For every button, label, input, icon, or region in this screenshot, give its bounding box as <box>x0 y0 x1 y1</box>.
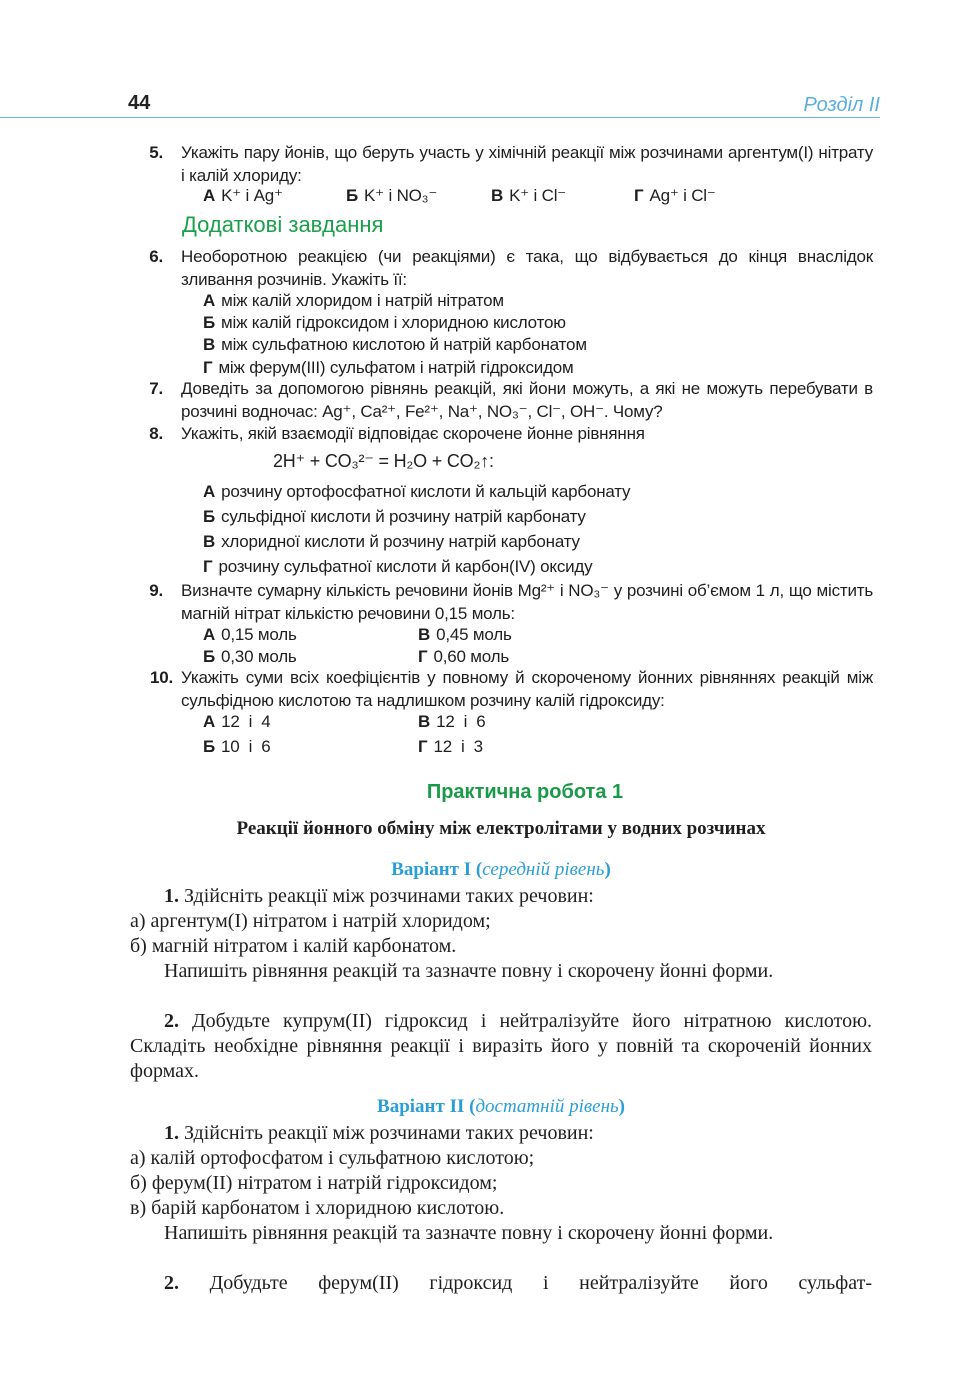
option-b: Б 10 і 6 <box>203 737 271 756</box>
question-number: 9. <box>149 581 163 600</box>
option-b: Б сульфідної кислоти й розчину натрій карбонату <box>203 507 586 526</box>
variant-1-note: Напишіть рівняння реакцій та зазначте повну і скорочену йонні форми. <box>164 960 774 982</box>
question-number: 7. <box>149 379 163 398</box>
option-a: А між калій хлоридом і натрій нітратом <box>203 291 504 310</box>
option-c: В 12 і 6 <box>418 712 486 731</box>
question-text: Необоротною реакцією (чи реакціями) є така, що відбувається до кінця внаслідок зливання розчинів. Укажіть її: <box>181 247 873 289</box>
option-b: Б між калій гідроксидом і хлоридною кислотою <box>203 313 566 332</box>
question-text: Визначте сумарну кількість речовини йонів Mg²⁺ і NO₃⁻ у розчині об’ємом 1 л, що містить магній нітрат кількістю речовини 0,15 моль: <box>181 581 873 623</box>
practical-work-title: Практична робота 1 <box>426 781 624 803</box>
variant-1-heading: Варіант І (середній рівень) <box>391 859 611 880</box>
variant-2-item-b: б) ферум(ІІ) нітратом і натрій гідроксидом; <box>130 1172 498 1194</box>
option-a: А K⁺ і Ag⁺ <box>203 186 283 205</box>
option-a: А 0,15 моль <box>203 625 297 644</box>
option-c: В між сульфатною кислотою й натрій карбонатом <box>203 335 587 354</box>
question-number: 10. <box>149 668 173 687</box>
variant-2-item-a: а) калій ортофосфатом і сульфатною кислотою; <box>130 1147 535 1169</box>
question-text: Укажіть, якій взаємодії відповідає скорочене йонне рівняння <box>181 424 645 443</box>
variant-1-task-1: 1. Здійсніть реакції між розчинами таких речовин: <box>164 885 594 907</box>
additional-tasks-heading: Додаткові завдання <box>182 212 384 237</box>
question-text: Доведіть за допомогою рівнянь реакцій, які йони можуть, а які не можуть перебувати в розчині водночас: Ag⁺, Ca²⁺, Fe²⁺, Na⁺, NO₃⁻, Cl⁻, OH⁻. Чому? <box>181 379 873 421</box>
variant-1-item-b: б) магній нітратом і калій карбонатом. <box>130 935 457 957</box>
header-divider <box>0 117 880 118</box>
option-d: Г 0,60 моль <box>418 647 509 666</box>
variant-2-task-2: 2. Добудьте ферум(ІІ) гідроксид і нейтралізуйте його сульфат- <box>164 1272 872 1294</box>
variant-2-item-c: в) барій карбонатом і хлоридною кислотою. <box>130 1197 505 1219</box>
option-c: В хлоридної кислоти й розчину натрій карбонату <box>203 532 580 551</box>
question-number: 8. <box>149 424 163 443</box>
question-number: 5. <box>149 143 163 162</box>
question-text: Укажіть суми всіх коефіцієнтів у повному й скороченому йонних рівняннях реакцій між сульфідною кислотою та надлишком розчину калій гідроксиду: <box>181 668 873 710</box>
variant-2-note: Напишіть рівняння реакцій та зазначте повну і скорочену йонні форми. <box>164 1222 774 1244</box>
question-text: Укажіть пару йонів, що беруть участь у хімічній реакції між розчинами аргентум(І) нітрату і калій хлориду: <box>181 143 873 185</box>
variant-1-item-a: а) аргентум(І) нітратом і натрій хлоридом; <box>130 910 491 932</box>
variant-2-heading: Варіант ІІ (достатній рівень) <box>377 1096 625 1117</box>
section-label: Розділ II <box>803 94 880 116</box>
option-a: А 12 і 4 <box>203 712 271 731</box>
option-b: Б 0,30 моль <box>203 647 297 666</box>
option-d: Г 12 і 3 <box>418 737 483 756</box>
option-d: Г розчину сульфатної кислоти й карбон(IV) оксиду <box>203 557 593 576</box>
option-d: Г Ag⁺ і Cl⁻ <box>634 186 716 205</box>
ionic-equation: 2H⁺ + CO₃²⁻ = H₂O + CO₂↑: <box>273 451 494 471</box>
variant-1-task-2: 2. Добудьте купрум(ІІ) гідроксид і нейтралізуйте його нітратною кислотою. Складіть необхідне рівняння реакції і виразіть його у повній та скороченій йонних формах. <box>130 1010 873 1082</box>
question-number: 6. <box>149 247 163 266</box>
option-c: В 0,45 моль <box>418 625 512 644</box>
variant-2-task-1: 1. Здійсніть реакції між розчинами таких речовин: <box>164 1122 594 1144</box>
option-a: А розчину ортофосфатної кислоти й кальцій карбонату <box>203 482 631 501</box>
page-number: 44 <box>128 92 151 114</box>
practical-work-subtitle: Реакції йонного обміну між електролітами у водних розчинах <box>236 818 766 839</box>
option-d: Г між ферум(ІІІ) сульфатом і натрій гідроксидом <box>203 358 574 377</box>
option-c: В K⁺ і Cl⁻ <box>491 186 567 205</box>
option-b: Б K⁺ і NO₃⁻ <box>346 186 438 205</box>
